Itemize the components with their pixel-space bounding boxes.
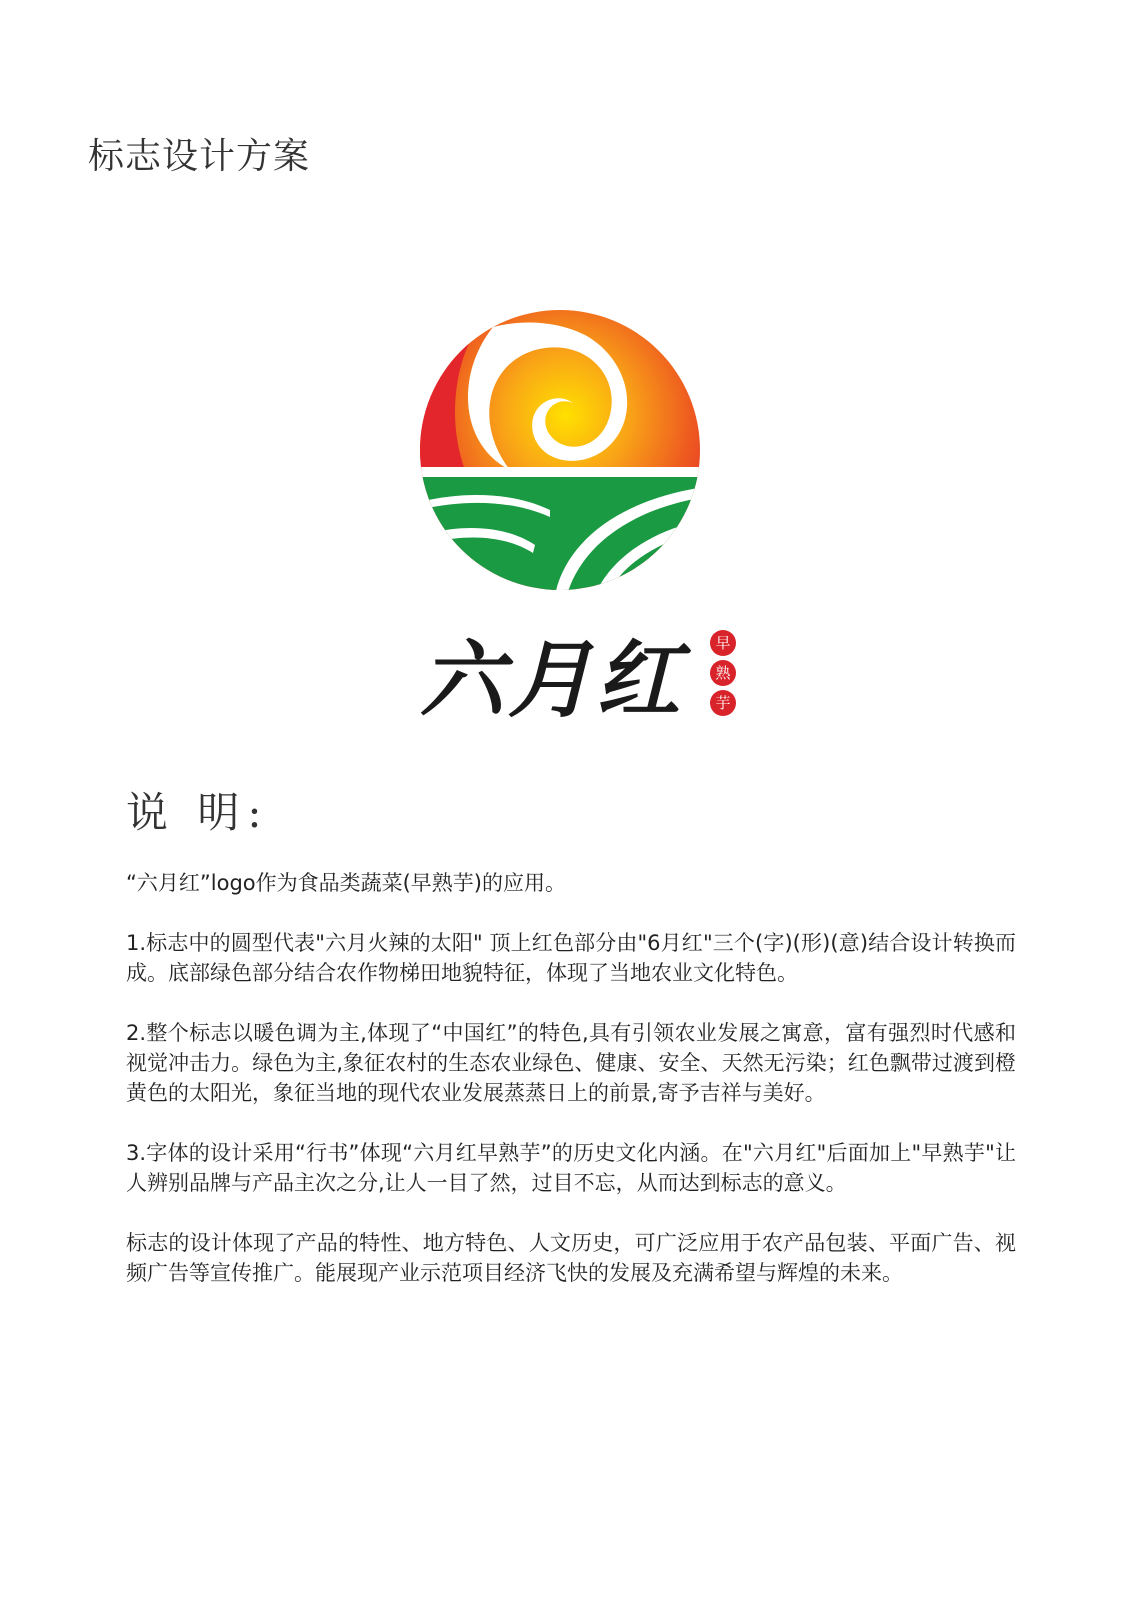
explanation-paragraph: 标志的设计体现了产品的特性、地方特色、人文历史，可广泛应用于农产品包装、平面广告、视频广告等宣传推广。能展现产业示范项目经济飞快的发展及充满希望与辉煌的未来。 <box>126 1231 1016 1285</box>
terrace-stripe <box>637 555 705 595</box>
page-title: 标志设计方案 <box>88 136 311 177</box>
seal-char: 熟 <box>710 660 736 686</box>
brand-name: 六月红 <box>420 630 685 729</box>
seal-char: 早 <box>710 630 736 656</box>
explanation-paragraph: 1.标志中的圆型代表"六月火辣的太阳" 顶上红色部分由"6月红"三个(字)(形)(意)结合设计转换而成。底部绿色部分结合农作物梯田地貌特征，体现了当地农业文化特色。 <box>126 931 1016 985</box>
brand-logo <box>415 305 705 595</box>
brand-wordmark <box>420 630 740 740</box>
field-gap <box>415 467 705 477</box>
explanation-paragraph: 3.字体的设计采用“行书”体现“六月红早熟芋”的历史文化内涵。在"六月红"后面加上"早熟芋"让人辨别品牌与产品主次之分,让人一目了然，过目不忘，从而达到标志的意义。 <box>126 1141 1016 1195</box>
explanation-paragraph: “六月红”logo作为食品类蔬菜(早熟芋)的应用。 <box>126 871 567 895</box>
product-seal <box>710 630 740 720</box>
explanation-paragraph: 2.整个标志以暖色调为主,体现了“中国红”的特色,具有引领农业发展之寓意，富有强烈时代感和视觉冲击力。绿色为主,象征农村的生态农业绿色、健康、安全、天然无污染；红色飘带过渡到橙黄色的太阳光，象征当地的现代农业发展蒸蒸日上的前景,寄予吉祥与美好。 <box>126 1021 1016 1105</box>
sun-field-logo-icon <box>415 305 705 595</box>
seal-char: 芋 <box>710 690 736 716</box>
explanation-heading: 说 明: <box>126 788 270 837</box>
explanation-body <box>126 868 1016 1318</box>
